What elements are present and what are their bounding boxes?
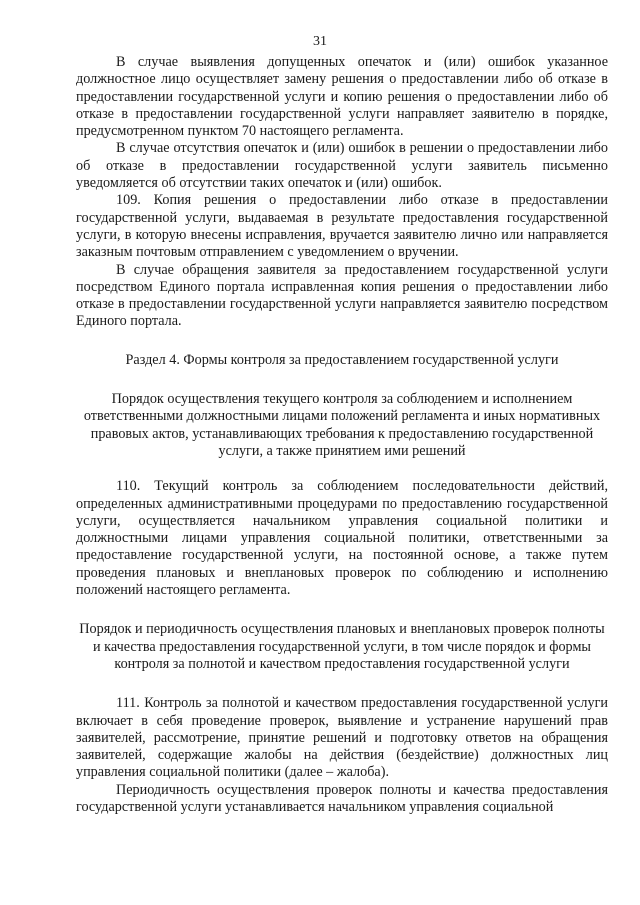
document-body [76, 54, 608, 816]
subsection-heading: Порядок и периодичность осуществления плановых и внеплановых проверок полноты и качества предоставления государственной услуги, в том числе порядок и формы контроля за полнотой и качеством предоставления государственной услуги [79, 621, 605, 672]
paragraph-item-110: 110. Текущий контроль за соблюдением последовательности действий, определенных административными процедурами по предоставлению государственной услуги, осуществляется начальником управления социальной политики и должностными лицами управления социальной политики, ответственными за предоставление государственной услуги, на постоянной основе, а также путем проведения плановых и внеплановых проверок по соблюдению и исполнению положений настоящего регламента. [76, 478, 608, 599]
section-heading: Раздел 4. Формы контроля за предоставлением государственной услуги [125, 351, 559, 368]
paragraph: Периодичность осуществления проверок полноты и качества предоставления государственной услуги устанавливается начальником управления социальной [76, 781, 608, 815]
paragraph: В случае выявления допущенных опечаток и (или) ошибок указанное должностное лицо осуществляет замену решения о предоставлении либо об отказе в предоставлении государственной услуги и копию решения о предоставлении либо об отказе в предоставлении государственной услуги направляет заявителю в порядке, предусмотренном пунктом 70 настоящего регламента. [76, 54, 608, 140]
paragraph: В случае обращения заявителя за предоставлением государственной услуги посредством Единого портала исправленная копия решения о предоставлении либо отказе в предоставлении государственной услуги направляется заявителю посредством Единого портала. [76, 261, 608, 330]
page-number: 31 [313, 34, 327, 49]
paragraph: В случае отсутствия опечаток и (или) ошибок в решении о предоставлении либо об отказе в предоставлении государственной услуги заявитель письменно уведомляется об отсутствии таких опечаток и (или) ошибок. [76, 140, 608, 192]
subsection-heading: Порядок осуществления текущего контроля за соблюдением и исполнением ответственными должностными лицами положений регламента и иных нормативных правовых актов, устанавливающих требования к предоставлению государственной услуги, а также принятием ими решений [83, 391, 601, 459]
paragraph-item-111: 111. Контроль за полнотой и качеством предоставления государственной услуги включает в себя проведение проверок, выявление и устранение нарушений прав заявителей, рассмотрение, принятие решений и подготовку ответов на обращения заявителей, содержащие жалобы на действия (бездействие) должностных лиц управления социальной политики (далее – жалоба). [76, 695, 608, 781]
paragraph-item-109: 109. Копия решения о предоставлении либо отказе в предоставлении государственной услуги, выдаваемая в результате предоставления государственной услуги, в которую внесены исправления, вручается заявителю лично или направляется заказным почтовым отправлением с уведомлением о вручении. [76, 192, 608, 261]
